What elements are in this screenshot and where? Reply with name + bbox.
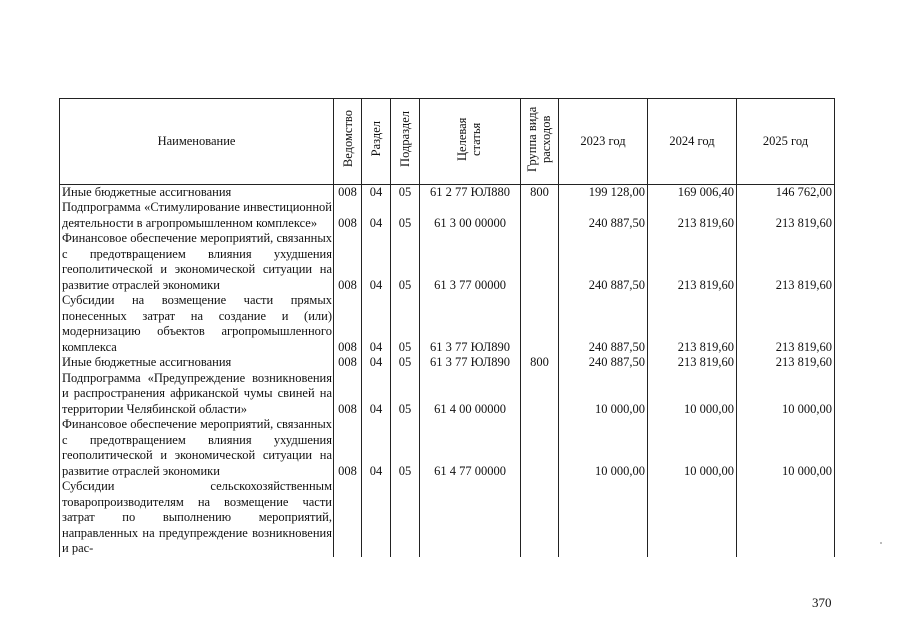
row-2024: 213 819,60 — [648, 200, 737, 231]
header-podrazdel — [391, 99, 420, 185]
row-razdel: 04 — [362, 417, 391, 479]
row-2024: 10 000,00 — [648, 417, 737, 479]
row-2025 — [737, 479, 835, 557]
row-razdel — [362, 479, 391, 557]
table-row — [60, 417, 835, 479]
row-celevaya: 61 2 77 ЮЛ880 — [420, 184, 521, 200]
table-row — [60, 371, 835, 418]
row-celevaya: 61 3 77 ЮЛ890 — [420, 355, 521, 371]
header-vedomstvo — [334, 99, 362, 185]
row-gruppa — [521, 371, 559, 418]
row-vedomstvo: 008 — [334, 355, 362, 371]
row-vedomstvo: 008 — [334, 231, 362, 293]
header-2025 — [737, 99, 835, 185]
header-celevaya — [420, 99, 521, 185]
header-razdel-text: Раздел — [369, 121, 383, 157]
row-2024 — [648, 479, 737, 557]
header-2024-text: 2024 год — [669, 133, 715, 148]
table-row — [60, 200, 835, 231]
row-vedomstvo: 008 — [334, 200, 362, 231]
row-razdel: 04 — [362, 231, 391, 293]
row-2025: 213 819,60 — [737, 293, 835, 355]
row-razdel: 04 — [362, 355, 391, 371]
row-gruppa: 800 — [521, 184, 559, 200]
row-vedomstvo: 008 — [334, 293, 362, 355]
table-header — [60, 99, 835, 185]
row-2023: 240 887,50 — [559, 231, 648, 293]
row-podrazdel: 05 — [391, 231, 420, 293]
row-podrazdel — [391, 479, 420, 557]
row-2025: 213 819,60 — [737, 231, 835, 293]
row-celevaya: 61 4 00 00000 — [420, 371, 521, 418]
row-2025: 10 000,00 — [737, 417, 835, 479]
row-2024: 10 000,00 — [648, 371, 737, 418]
row-vedomstvo: 008 — [334, 184, 362, 200]
row-name: Подпрограмма «Предупреждение возникновения и распространения африканской чумы свиней на территории Челябинской области» — [60, 371, 334, 418]
row-2023: 199 128,00 — [559, 184, 648, 200]
budget-table-container — [59, 98, 835, 557]
row-gruppa — [521, 293, 559, 355]
row-gruppa — [521, 231, 559, 293]
page-number: 370 — [812, 595, 832, 610]
row-2024: 213 819,60 — [648, 293, 737, 355]
row-name: Финансовое обеспечение мероприятий, связанных с предотвращением влияния ухудшения геополитической и экономической ситуации на развитие отраслей экономики — [60, 417, 334, 479]
table-body — [60, 184, 835, 557]
row-podrazdel: 05 — [391, 371, 420, 418]
row-2023: 10 000,00 — [559, 371, 648, 418]
row-razdel: 04 — [362, 371, 391, 418]
table-row — [60, 231, 835, 293]
row-name: Субсидии сельскохозяйственным товаропроизводителям на возмещение части затрат по выполнению мероприятий, направленных на предупреждение возникновения и рас- — [60, 479, 334, 557]
row-razdel: 04 — [362, 184, 391, 200]
header-2023-text: 2023 год — [580, 133, 626, 148]
row-2025: 146 762,00 — [737, 184, 835, 200]
header-gruppa — [521, 99, 559, 185]
row-celevaya: 61 3 77 00000 — [420, 231, 521, 293]
row-2025: 213 819,60 — [737, 200, 835, 231]
row-name: Иные бюджетные ассигнования — [60, 355, 334, 371]
row-2023: 240 887,50 — [559, 200, 648, 231]
row-2024: 213 819,60 — [648, 231, 737, 293]
row-gruppa — [521, 417, 559, 479]
scan-speck — [880, 542, 882, 544]
row-2023 — [559, 479, 648, 557]
row-gruppa — [521, 479, 559, 557]
row-2024: 213 819,60 — [648, 355, 737, 371]
row-2023: 10 000,00 — [559, 417, 648, 479]
row-2025: 213 819,60 — [737, 355, 835, 371]
table-row — [60, 184, 835, 200]
row-celevaya: 61 3 77 ЮЛ890 — [420, 293, 521, 355]
header-celevaya-text: Целевая статья — [455, 117, 483, 161]
header-name-text: Наименование — [157, 133, 236, 148]
row-vedomstvo — [334, 479, 362, 557]
header-name — [60, 99, 334, 185]
header-vedomstvo-text: Ведомство — [340, 110, 355, 168]
header-2025-text: 2025 год — [762, 133, 809, 148]
header-2023 — [559, 99, 648, 185]
row-podrazdel: 05 — [391, 355, 420, 371]
row-2025: 10 000,00 — [737, 371, 835, 418]
row-name: Финансовое обеспечение мероприятий, связанных с предотвращением влияния ухудшения геополитической и экономической ситуации на развитие отраслей экономики — [60, 231, 334, 293]
row-podrazdel: 05 — [391, 184, 420, 200]
row-2024: 169 006,40 — [648, 184, 737, 200]
row-name: Субсидии на возмещение части прямых понесенных затрат на создание и (или) модернизацию объектов агропромышленного комплекса — [60, 293, 334, 355]
header-gruppa-text: Группа вида расходов — [524, 106, 553, 172]
budget-table — [59, 98, 835, 557]
table-row — [60, 479, 835, 557]
row-name: Подпрограмма «Стимулирование инвестиционной деятельности в агропромышленном комплексе» — [60, 200, 334, 231]
header-2024 — [648, 99, 737, 185]
row-razdel: 04 — [362, 293, 391, 355]
row-vedomstvo: 008 — [334, 371, 362, 418]
row-podrazdel: 05 — [391, 417, 420, 479]
row-celevaya: 61 4 77 00000 — [420, 417, 521, 479]
row-gruppa: 800 — [521, 355, 559, 371]
table-row — [60, 355, 835, 371]
row-podrazdel: 05 — [391, 200, 420, 231]
header-razdel — [362, 99, 391, 185]
table-row — [60, 293, 835, 355]
header-podrazdel-text: Подраздел — [398, 111, 412, 167]
row-gruppa — [521, 200, 559, 231]
row-celevaya: 61 3 00 00000 — [420, 200, 521, 231]
row-vedomstvo: 008 — [334, 417, 362, 479]
row-2023: 240 887,50 — [559, 355, 648, 371]
row-2023: 240 887,50 — [559, 293, 648, 355]
row-razdel: 04 — [362, 200, 391, 231]
row-name: Иные бюджетные ассигнования — [60, 184, 334, 200]
row-celevaya — [420, 479, 521, 557]
row-podrazdel: 05 — [391, 293, 420, 355]
